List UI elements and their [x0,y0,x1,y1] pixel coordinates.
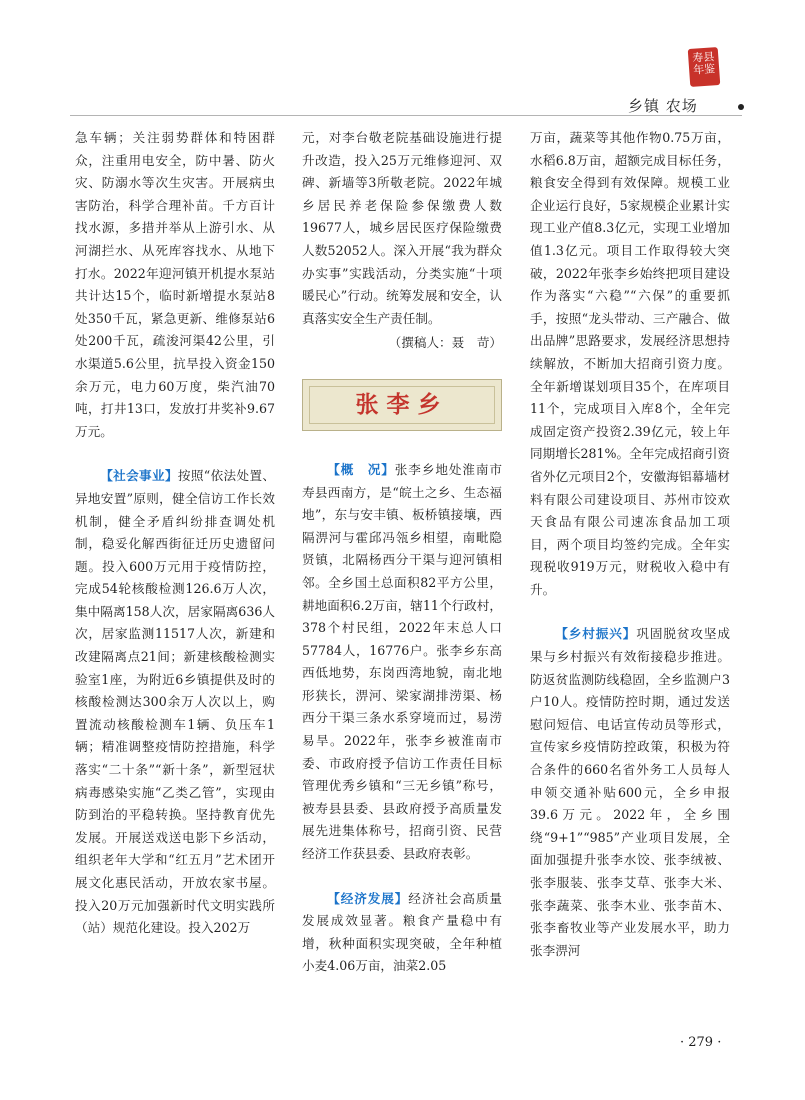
banner-title: 张李乡 [355,391,449,418]
section-paragraph-overview [302,459,502,866]
running-header: 乡镇 农场 [628,97,698,115]
header-rule [70,115,742,116]
section-label-social: 【社会事业】 [100,468,178,484]
compiler-credit: （撰稿人：聂 苛） [388,335,502,351]
section-label-economy: 【经济发展】 [327,890,409,906]
page-number: · 279 · [680,1035,722,1050]
section-text: 按照“依法处置、异地安置”原则，健全信访工作长效机制，健全矛盾纠纷排查调处机制，稳妥化解西街征迁历史遗留问题。投入600万元用于疫情防控，完成54轮核酸检测126.6万人次，集中隔离158人次，居家隔离636人次，居家监测11517人次，新建和改建隔离点21间；新建核酸检测实验室1座，为附近6乡镇提供及时的核酸检测达300余万人次以上，购置流动核酸检测车1辆、负压车1辆；精准调整疫情防控措施，科学落实“二十条”“新十条”，新型冠状病毒感染实施“乙类乙管”，实现由防到治的平稳转换。坚持教育优先发展。开展送戏送电影下乡活动，组织老年大学和“红五月”艺术团开展文化惠民活动，开放农家书屋。投入20万元加强新时代文明实践所（站）规范化建设。投入202万 [75,468,275,936]
text-column-3 [530,127,730,962]
section-paragraph-social [75,465,275,939]
text-column-2 [302,127,502,978]
section-paragraph-economy [302,888,502,978]
paragraph: 元，对李台敬老院基础设施进行提升改造，投入25万元维修迎河、双碑、新墙等3所敬老院。2022年城乡居民养老保险参保缴费人数19677人，城乡居民医疗保险缴费人数52052人。深入开展“我为群众办实事”实践活动，分类实施“十项暖民心”行动。统筹发展和安全，认真落实安全生产责任制。 [302,130,502,326]
yearbook-seal-logo: 寿县 年鉴 [688,47,721,87]
paragraph: 万亩，蔬菜等其他作物0.75万亩，水稻6.8万亩，超额完成目标任务，粮食安全得到有效保障。规模工业企业运行良好，5家规模企业累计实现工业产值8.3亿元，实现工业增加值1.3亿元。项目工作取得较大突破，2022年张李乡始终把项目建设作为落实“六稳”“六保”的重要抓手，按照“龙头带动、三产融合、做出品牌”思路要求，发展经济思想持续解放，不断加大招商引资力度。全年新增谋划项目35个，在库项目11个，完成项目入库8个，全年完成固定资产投资2.39亿元，较上年同期增长281%。全年完成招商引资省外亿元项目2个，安徽海铝幕墙材料有限公司建设项目、苏州市饺欢天食品有限公司速冻食品加工项目，两个项目均签约完成。全年实现税收919万元，财税收入稳中有升。 [530,130,730,597]
section-paragraph-rural [530,623,730,962]
text-column-1 [75,127,275,940]
section-banner [302,379,502,431]
header-dot [738,104,744,110]
paragraph: 急车辆；关注弱势群体和特困群众，注重用电安全，防中暑、防火灾、防溺水等次生灾害。开展病虫害防治，科学合理补苗。千方百计找水源，多措并举从上游引水、从河湖拦水、从死库容找水、从地下打水。2022年迎河镇开机提水泵站共计达15个，临时新增提水泵站8处350千瓦，紧急更新、维修泵站6处200千瓦，疏浚河渠42公里，引水渠道5.6公里，抗旱投入资金150余万元，电力60万度，柴汽油70吨，打井13口，发放打井奖补9.67万元。 [75,130,275,439]
section-label-overview: 【概 况】 [327,461,395,477]
section-text: 巩固脱贫攻坚成果与乡村振兴有效衔接稳步推进。防返贫监测防线稳固，全乡监测户3户10人。疫情防控时期，通过发送慰问短信、电话宣传动员等形式，宣传家乡疫情防控政策，积极为符合条件的660名省外务工人员每人申领交通补贴600元，全乡申报39.6万元。2022年，全乡围绕“9+1”“985”产业项目发展，全面加强提升张李水饺、张李绒被、张李服装、张李艾草、张李大米、张李蔬菜、张李木业、张李苗木、张李畜牧业等产业发展水平，助力张李淠河 [530,626,731,958]
section-label-rural: 【乡村振兴】 [555,626,637,642]
section-text: 张李乡地处淮南市寿县西南方，是“皖土之乡、生态福地”，东与安丰镇、板桥镇接壤，西隔淠河与霍邱冯瓴乡相望，南毗隐贤镇，北隔杨西分干渠与迎河镇相邻。全乡国土总面积82平方公里，耕地面积6.2万亩，辖11个行政村，378个村民组，2022年末总人口57784人，16776户。张李乡东高西低地势，东岗西湾地貌，南北地形狭长，淠河、梁家湖排涝渠、杨西分干渠三条水系穿境而过，易涝易旱。2022年，张李乡被淮南市委、市政府授予信访工作责任目标管理优秀乡镇和“三无乡镇”称号，被寿县县委、县政府授予高质量发展先进集体称号，招商引资、民营经济工作获县委、县政府表彰。 [302,461,503,862]
section-text: 经济社会高质量发展成效显著。粮食产量稳中有增，秋种面积实现突破，全年种植小麦4.06万亩，油菜2.05 [302,890,503,974]
